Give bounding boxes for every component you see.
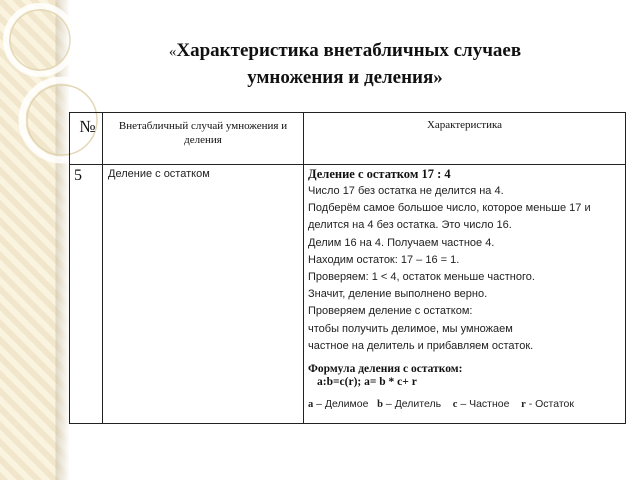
row-case: Деление с остатком	[103, 165, 304, 424]
row-number: 5	[70, 165, 103, 424]
legend-label-b: – Делитель	[383, 398, 453, 411]
header-case: Внетабличный случай умножения и деления	[103, 113, 304, 165]
characteristic-line: Проверяем: 1 < 4, остаток меньше частного.	[308, 271, 535, 284]
header-number: №	[70, 113, 103, 165]
characteristic-line: Подберём самое большое число, которое меньше 17 и	[308, 202, 591, 215]
title-line-1: «Характеристика внетабличных случаев	[168, 40, 522, 61]
characteristic-line: частное на делитель и прибавляем остаток.	[308, 339, 534, 352]
row-characteristic	[304, 165, 626, 424]
characteristic-line: Находим остаток: 17 – 16 = 1.	[308, 253, 460, 266]
legend-label-r: - Остаток	[525, 398, 574, 411]
header-characteristic: Характеристика	[304, 113, 626, 165]
formula: a:b=c(r); a= b * c+ r	[317, 376, 417, 389]
legend-label-c: – Частное	[457, 398, 522, 411]
characteristic-heading: Деление с остатком 17 : 4	[308, 167, 451, 181]
legend-key-r: r	[521, 399, 526, 411]
legend-key-b: b	[377, 399, 384, 411]
characteristics-table	[69, 112, 626, 424]
characteristic-line: делится на 4 без остатка. Это число 16.	[308, 219, 512, 232]
table-row	[70, 165, 626, 424]
title-line-2: умножения и деления»	[247, 67, 443, 88]
legend-key-a: a	[308, 399, 314, 411]
characteristic-line: Проверяем деление с остатком:	[308, 305, 473, 318]
characteristic-line: Значит, деление выполнено верно.	[308, 288, 488, 301]
variable-legend	[308, 398, 619, 410]
page-title	[110, 38, 580, 91]
characteristic-line: Делим 16 на 4. Получаем частное 4.	[308, 236, 495, 249]
legend-key-c: c	[452, 399, 458, 411]
table-header-row	[70, 113, 626, 165]
characteristic-line: Число 17 без остатка не делится на 4.	[308, 185, 504, 197]
formula-heading: Формула деления с остатком:	[308, 363, 463, 376]
characteristic-line: чтобы получить делимое, мы умножаем	[308, 322, 513, 335]
legend-label-a: – Делимое	[313, 398, 378, 411]
